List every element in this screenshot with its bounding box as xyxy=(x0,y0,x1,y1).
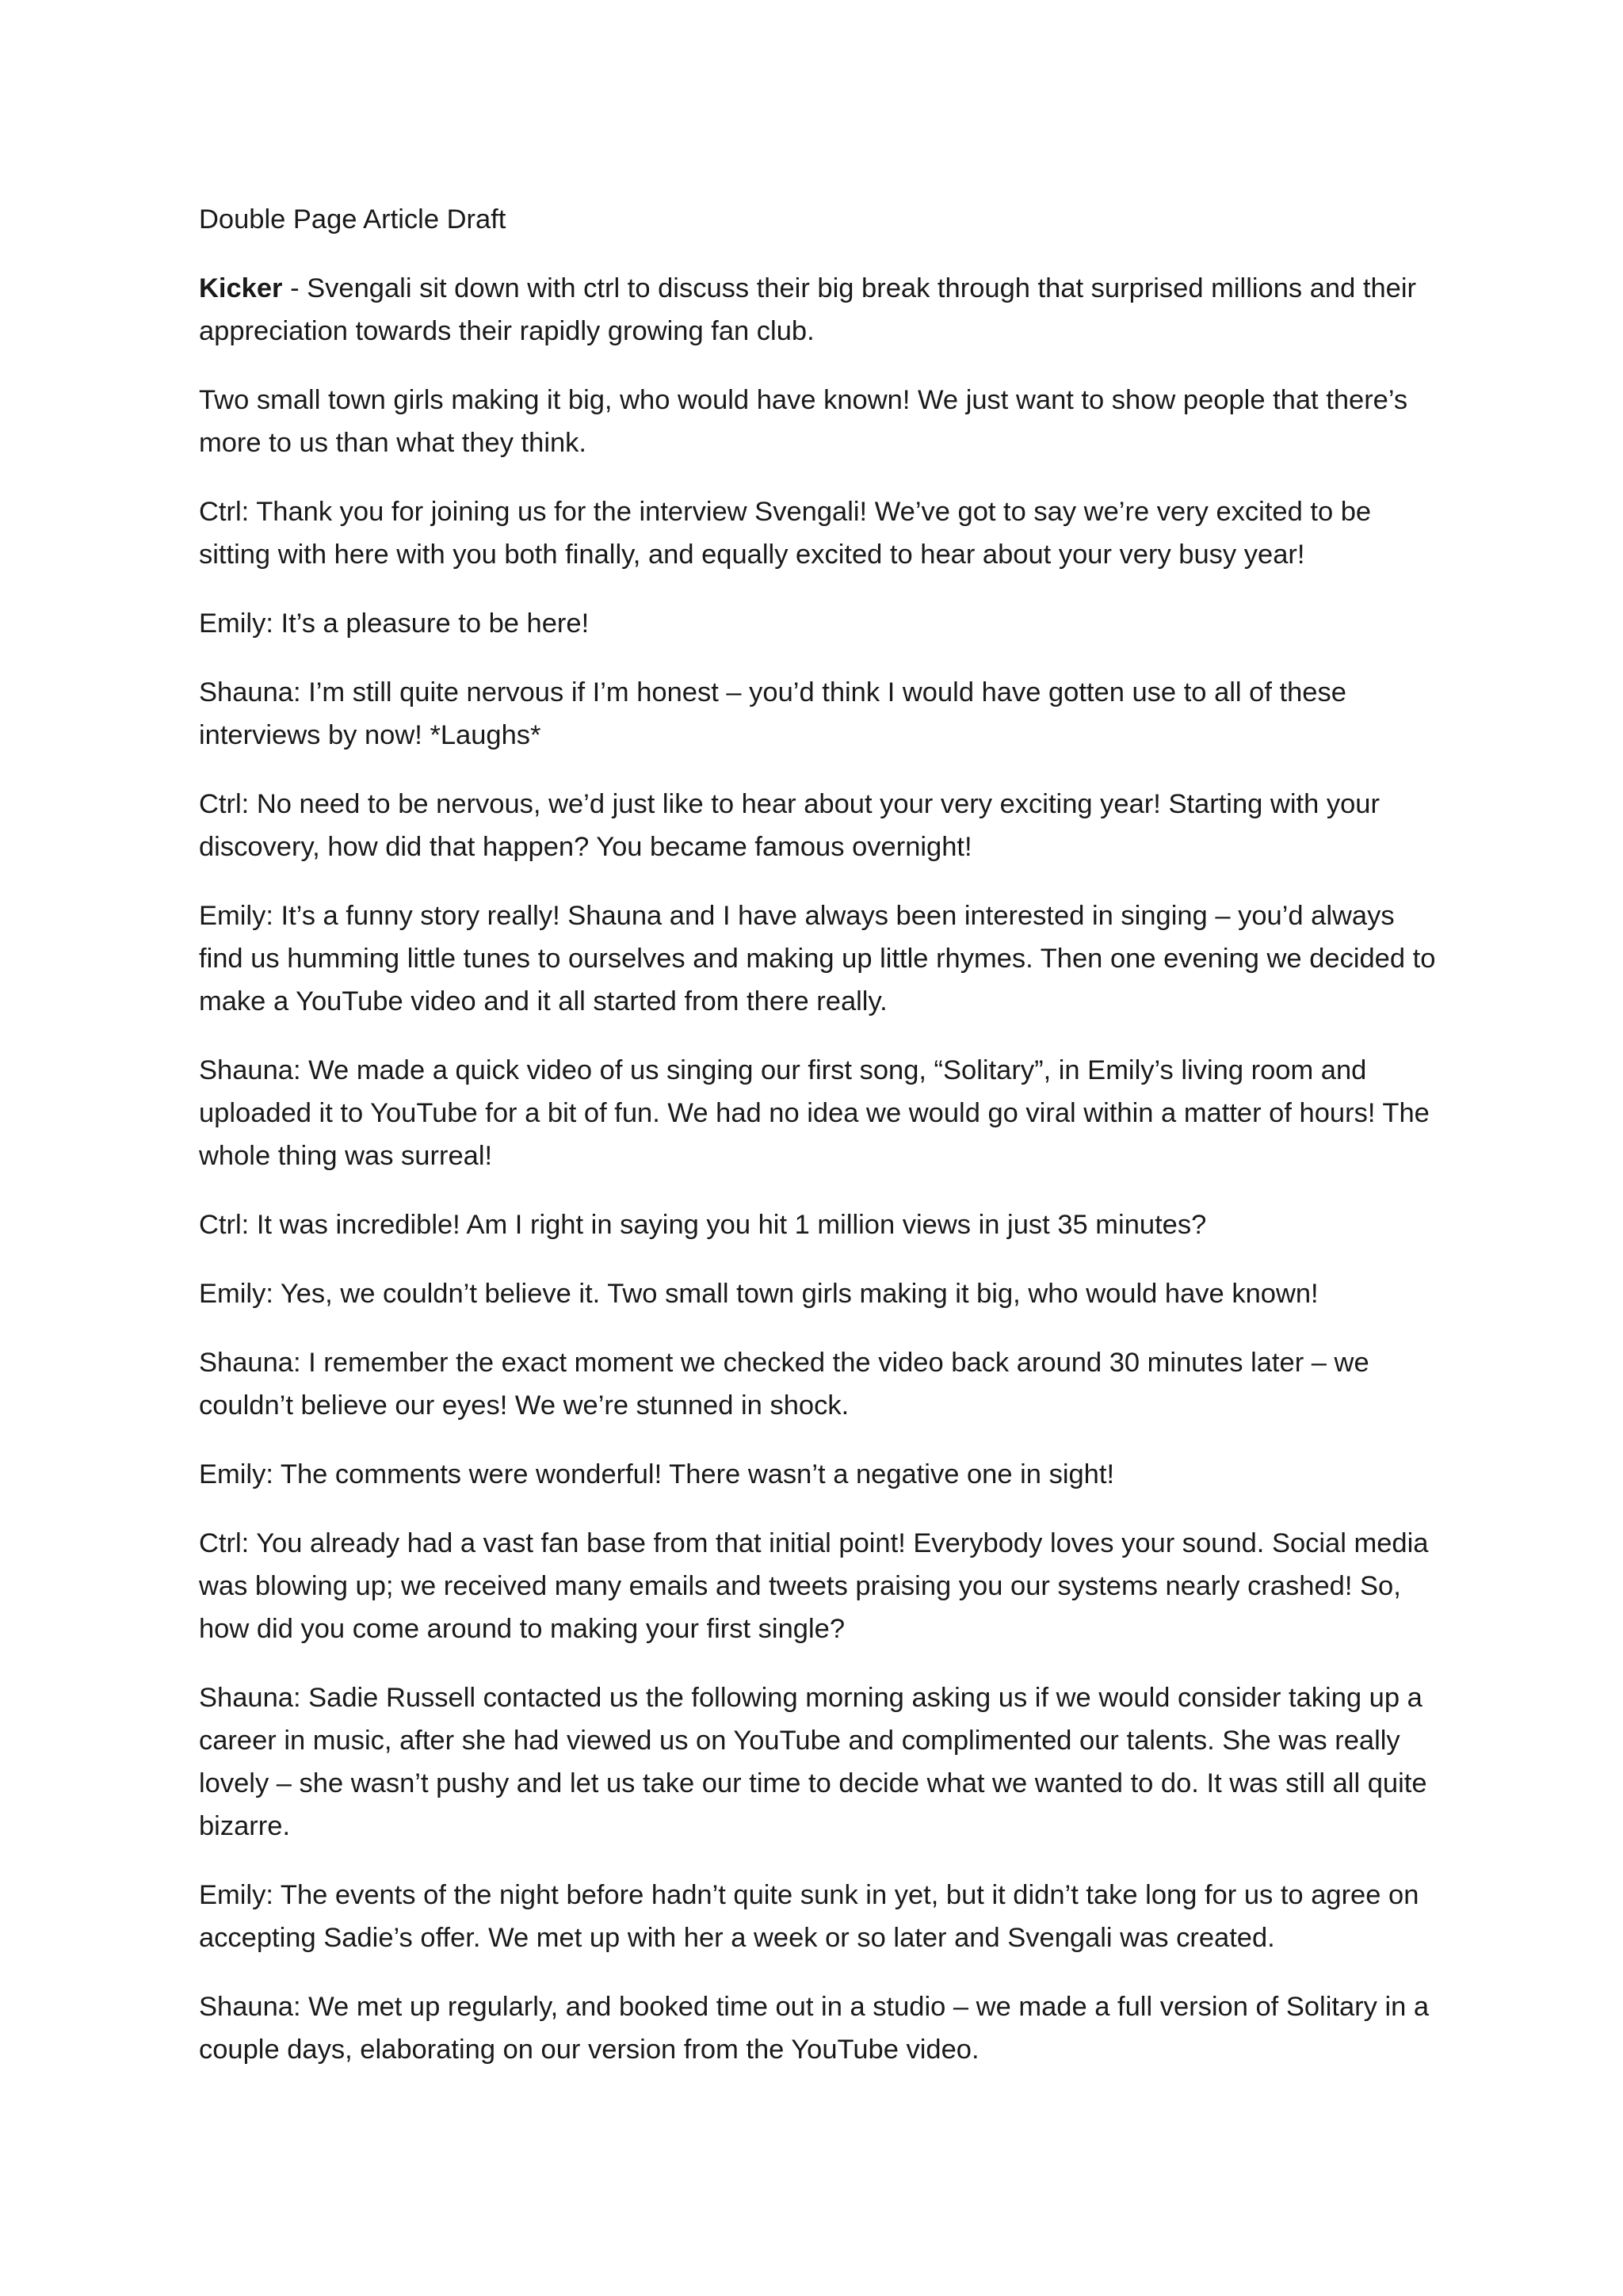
paragraph: Shauna: I’m still quite nervous if I’m honest – you’d think I would have gotten use to all of these interviews by now! *Laughs* xyxy=(199,677,1346,750)
paragraph: Emily: It’s a pleasure to be here! xyxy=(199,608,590,639)
paragraph: Ctrl: It was incredible! Am I right in saying you hit 1 million views in just 35 minutes? xyxy=(199,1210,1207,1240)
document-title: Double Page Article Draft xyxy=(199,204,506,235)
paragraph: Emily: Yes, we couldn’t believe it. Two small town girls making it big, who would have known! xyxy=(199,1279,1319,1309)
kicker-text: - Svengali sit down with ctrl to discuss their big break through that surprised millions and their appreciation towards their rapidly growing fan club. xyxy=(199,273,1417,346)
kicker-paragraph xyxy=(199,267,1443,353)
paragraph: Shauna: We met up regularly, and booked time out in a studio – we made a full version of Solitary in a couple days, elaborating on our version from the YouTube video. xyxy=(199,1992,1430,2065)
paragraph: Ctrl: No need to be nervous, we’d just like to hear about your very exciting year! Starting with your discovery, how did that happen? You became famous overnight! xyxy=(199,789,1380,862)
document-body xyxy=(199,198,1443,2097)
kicker-label: Kicker xyxy=(199,273,283,303)
paragraph: Shauna: Sadie Russell contacted us the following morning asking us if we would consider taking up a career in music, after she had viewed us on YouTube and complimented our talents. She was really lovely – she wasn’t pushy and let us take our time to decide what we wanted to do. It was still all quite bizarre. xyxy=(199,1683,1427,1841)
paragraph: Emily: The events of the night before hadn’t quite sunk in yet, but it didn’t take long for us to agree on accepting Sadie’s offer. We met up with her a week or so later and Svengali was created. xyxy=(199,1880,1419,1953)
paragraph: Shauna: We made a quick video of us singing our first song, “Solitary”, in Emily’s living room and uploaded it to YouTube for a bit of fun. We had no idea we would go viral within a matter of hours! The whole thing was surreal! xyxy=(199,1055,1430,1171)
paragraph: Ctrl: You already had a vast fan base from that initial point! Everybody loves your sound. Social media was blowing up; we received many emails and tweets praising you our systems nearly crashed! So, how did you come around to making your first single? xyxy=(199,1528,1429,1644)
paragraph: Ctrl: Thank you for joining us for the interview Svengali! We’ve got to say we’re very excited to be sitting with here with you both finally, and equally excited to hear about your very busy year! xyxy=(199,497,1372,570)
paragraph: Two small town girls making it big, who would have known! We just want to show people that there’s more to us than what they think. xyxy=(199,385,1408,458)
paragraph: Shauna: I remember the exact moment we checked the video back around 30 minutes later – we couldn’t believe our eyes! We we’re stunned in shock. xyxy=(199,1348,1369,1421)
paragraph: Emily: It’s a funny story really! Shauna and I have always been interested in singing – you’d always find us humming little tunes to ourselves and making up little rhymes. Then one evening we decided to make a YouTube video and it all started from there really. xyxy=(199,901,1436,1016)
paragraph: Emily: The comments were wonderful! There wasn’t a negative one in sight! xyxy=(199,1459,1115,1489)
